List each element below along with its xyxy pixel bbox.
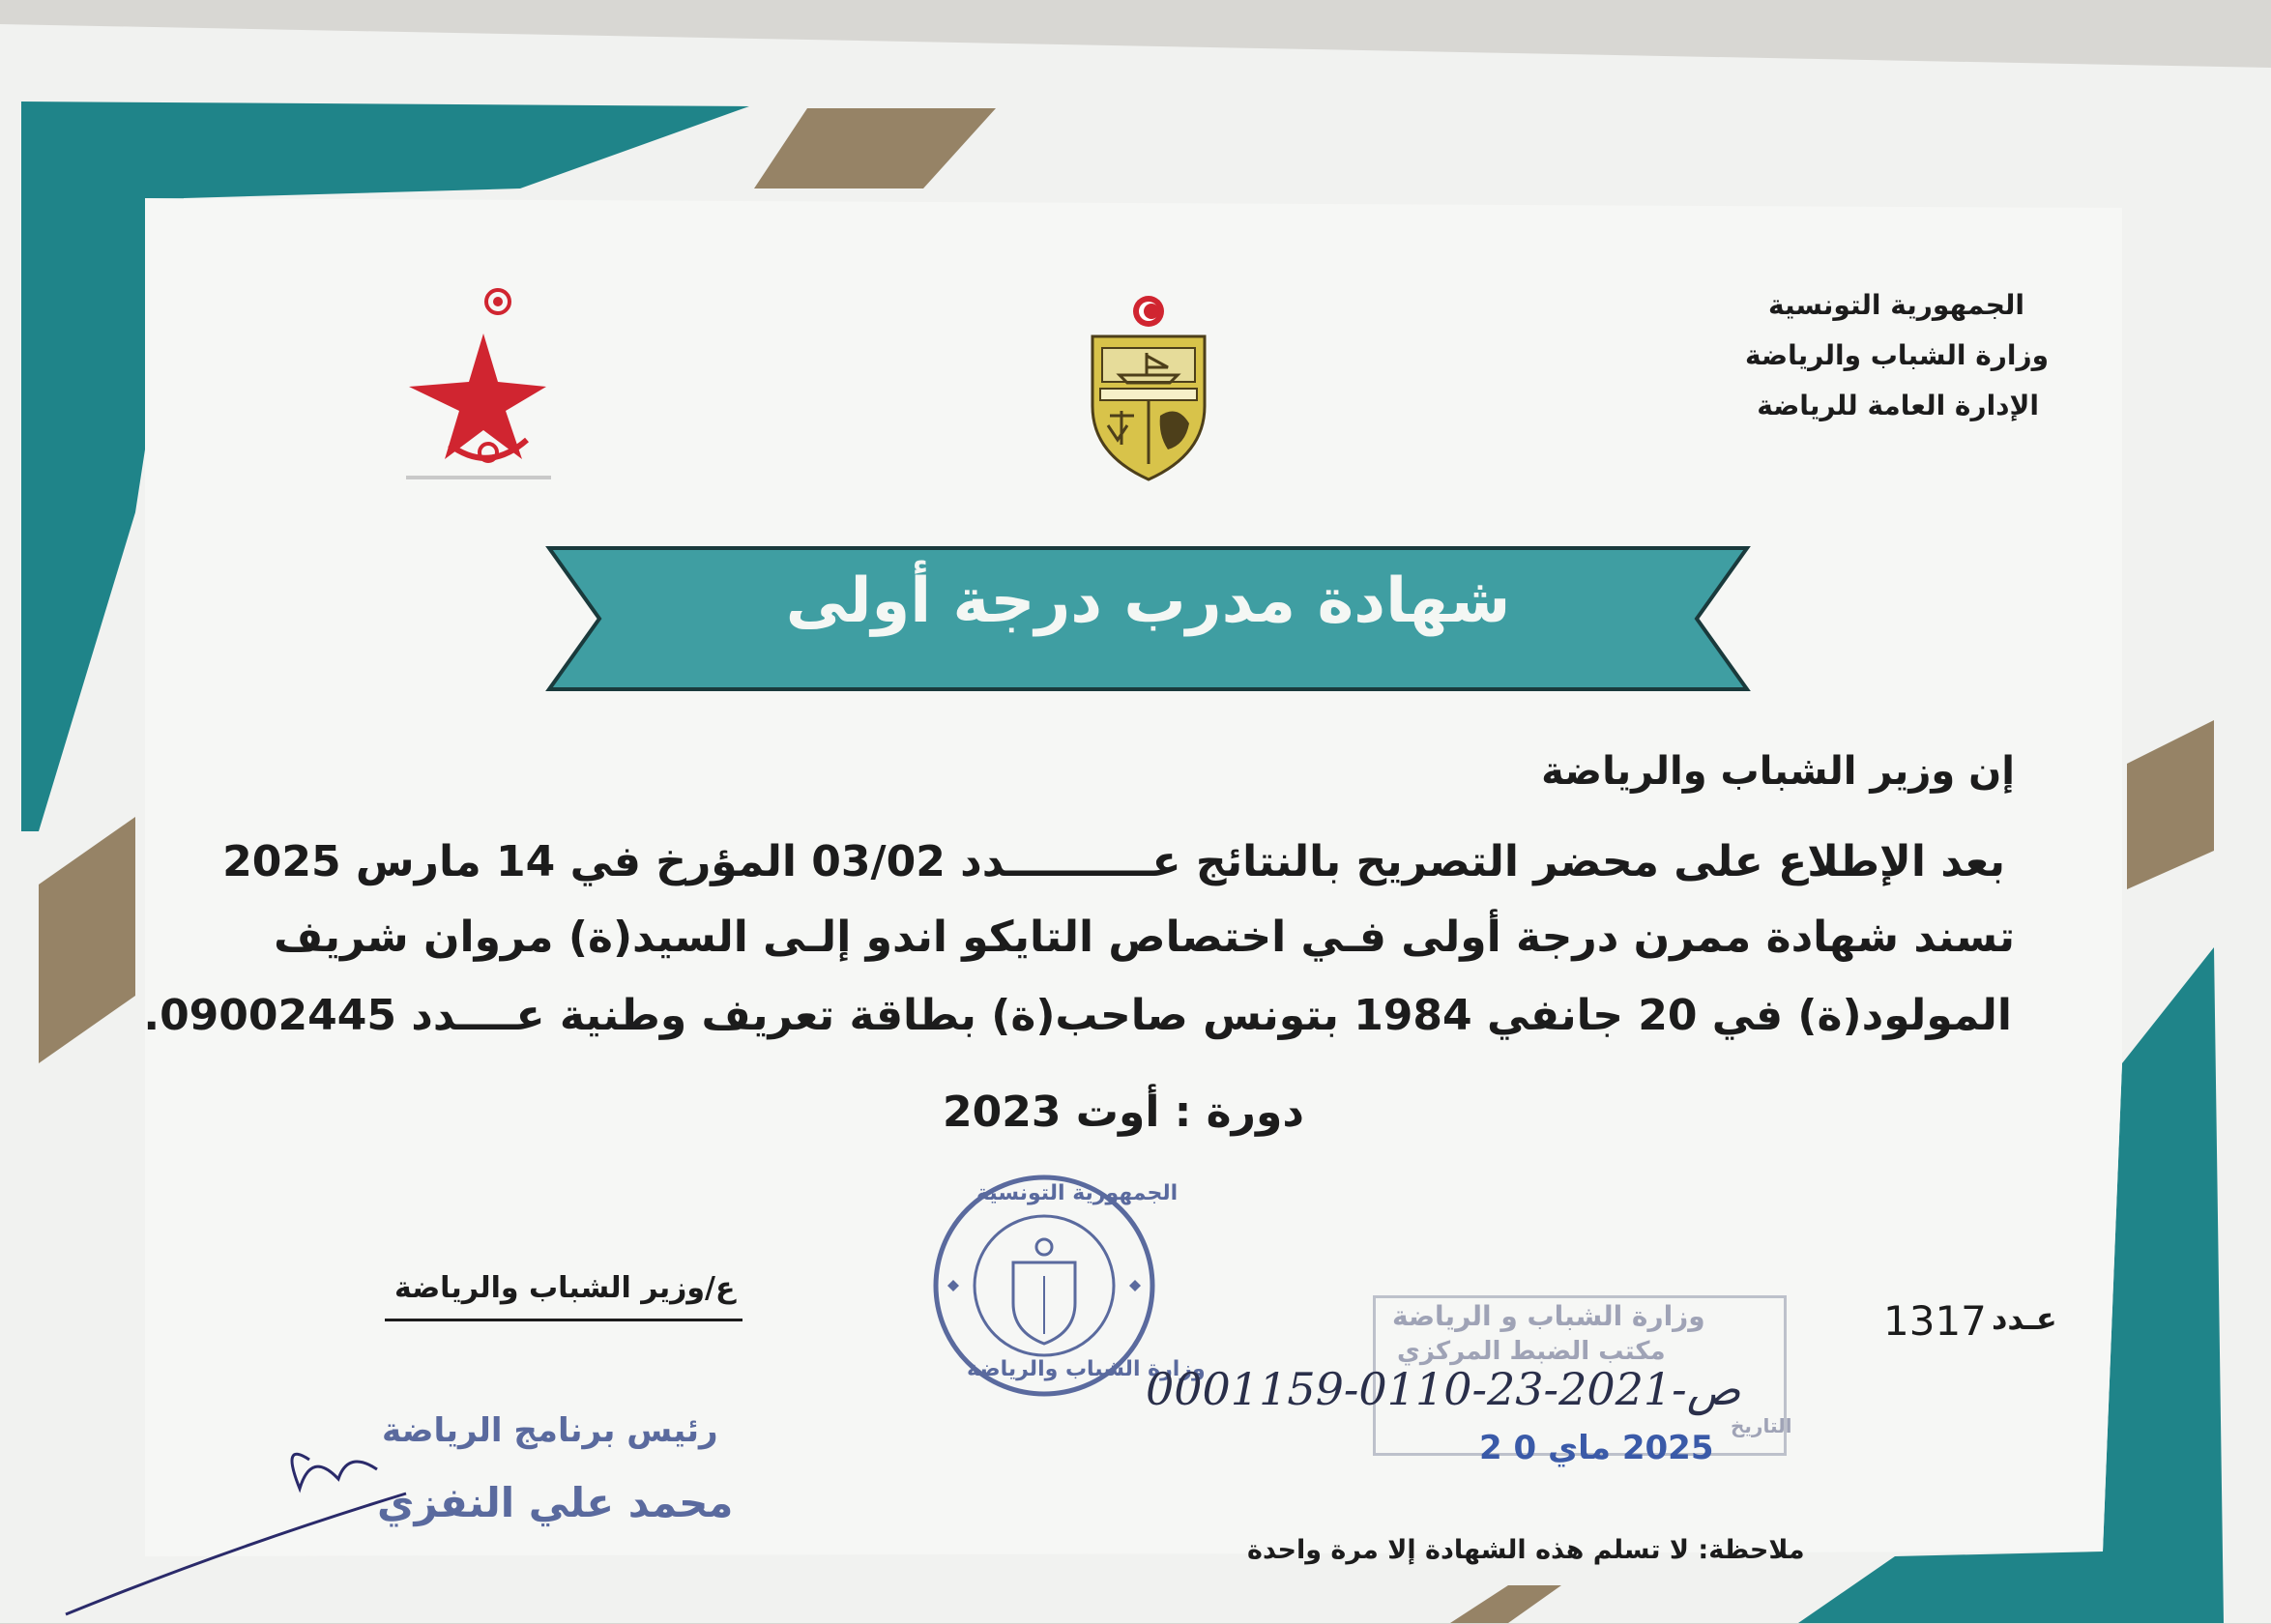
signatory-stamp-line1: رئيس برنامج الرياضة [382, 1411, 718, 1450]
registry-number: 1317 [1883, 1297, 1987, 1345]
tunisia-coat-of-arms-icon [1081, 290, 1216, 483]
seal-ring-bottom: وزارة الشباب والرياضة [967, 1357, 1206, 1381]
registry-number-label: عـدد [1992, 1300, 2057, 1337]
header-ministry: وزارة الشباب والرياضة [1745, 339, 2049, 371]
registry-handwritten-ref: 0001159-0110-23-2021-ص [1146, 1363, 1741, 1415]
registry-date: 2025 ماي 0 2 [1479, 1429, 1714, 1467]
footer-note: ملاحظة: لا تسلم هذه الشهادة إلا مرة واحدة [1247, 1535, 1805, 1565]
body-line-2: تسند شهادة ممرن درجة أولى فـي اختصاص التايكو اندو إلـى السيد(ة) مروان شريف [274, 913, 2015, 962]
body-line-1: بعد الإطلاع على محضر التصريح بالنتائج عــــــــــدد 03/02 المؤرخ في 14 مارس 2025 [222, 837, 2005, 886]
header-republic: الجمهورية التونسية [1768, 289, 2024, 321]
registry-date-label: التاريخ [1731, 1414, 1792, 1437]
signatory-stamp-line2: محمد علي النفزي [377, 1479, 734, 1526]
session-date: دورة : أوت 2023 [943, 1088, 1304, 1137]
signatory-underline [385, 1319, 742, 1321]
seal-ring-top: الجمهورية التونسية [976, 1181, 1179, 1205]
body-intro: إن وزير الشباب والرياضة [1541, 749, 2015, 794]
certificate-title: شهادة مدرب درجة أولى [785, 566, 1511, 637]
registry-stamp-line1: وزارة الشباب و الرياضة [1392, 1300, 1705, 1332]
handwritten-signature [58, 1431, 464, 1624]
header-directorate: الإدارة العامة للرياضة [1757, 390, 2039, 421]
registry-stamp-line2: مكتب الضبط المركزي [1397, 1337, 1666, 1366]
signatory-title: ع/وزير الشباب والرياضة [394, 1271, 736, 1305]
body-line-3: المولود(ة) في 20 جانفي 1984 بتونس صاحب(ة) بطاقة تعريف وطنية عــــدد 09002445. [143, 991, 2012, 1040]
ministry-logo-icon [392, 280, 566, 493]
